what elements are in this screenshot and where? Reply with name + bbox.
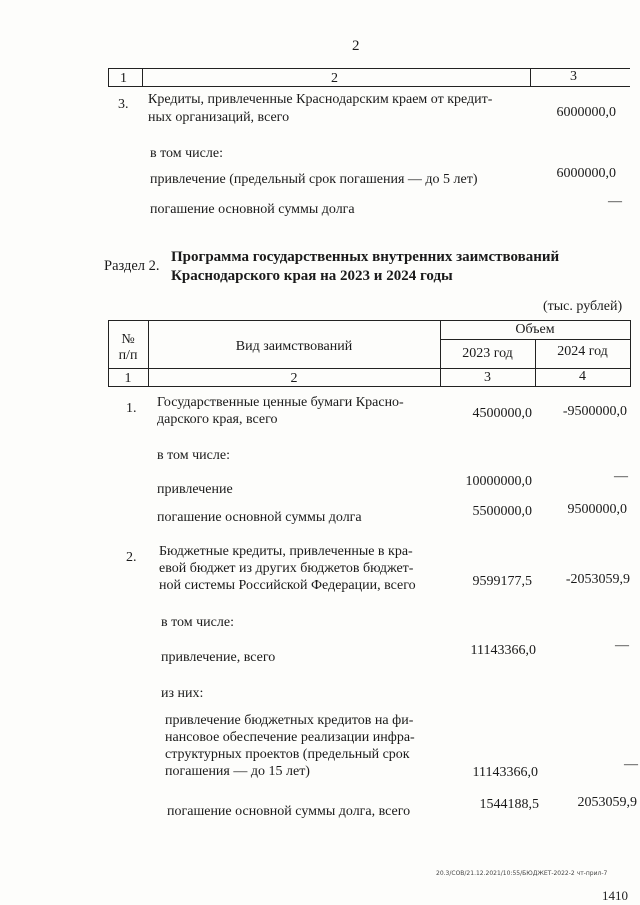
t2-r2-sub-2023: 11143366,0 xyxy=(472,765,538,780)
t2-r2-incl: в том числе: xyxy=(161,615,234,630)
t1-incl: в том числе: xyxy=(150,146,223,161)
t2-r2-repay-2023: 1544188,5 xyxy=(479,797,539,812)
t1-attract-label: привлечение (предельный срок погашения — до 5 лет) xyxy=(150,172,478,187)
t2-head-volume: Объем xyxy=(515,322,555,337)
t1-row-value: 6000000,0 xyxy=(556,105,616,120)
page-number: 2 xyxy=(352,38,360,54)
sheet-number: 1410 xyxy=(602,888,628,903)
t2-r1-attract-2023: 10000000,0 xyxy=(465,474,532,489)
t1-col-1: 1 xyxy=(120,71,127,86)
t2-r1-attract-2024: — xyxy=(614,469,628,484)
t2-r2-sub-label-4: погашения — до 15 лет) xyxy=(165,764,310,779)
t1-attract-value: 6000000,0 xyxy=(556,166,616,181)
t2-r1-attract-label: привлечение xyxy=(157,482,233,497)
t2-colnum-2: 2 xyxy=(290,371,298,386)
t2-colnum-4: 4 xyxy=(579,369,586,384)
t2-r2-sub-label-2: нансовое обеспечение реализации инфра- xyxy=(165,730,415,745)
t2-r2-label-2: евой бюджет из других бюджетов бюджет- xyxy=(159,561,414,576)
t1-repay-value: — xyxy=(608,194,622,209)
t2-r2-sub-label-3: структурных проектов (предельный срок xyxy=(165,747,410,762)
t2-r1-repay-2023: 5500000,0 xyxy=(472,504,532,519)
t2-colnum-1: 1 xyxy=(124,371,132,386)
section-title-line2: Краснодарского края на 2023 и 2024 годы xyxy=(171,268,453,284)
t2-r1-2024: -9500000,0 xyxy=(562,404,627,419)
t2-r2-repay-label: погашение основной суммы долга, всего xyxy=(167,804,411,819)
t2-r2-2023: 9599177,5 xyxy=(472,574,532,589)
t2-r2-sub-label-1: привлечение бюджетных кредитов на фи- xyxy=(165,713,414,728)
t1-row-label-2: ных организаций, всего xyxy=(148,110,290,125)
t2-r1-label-2: дарского края, всего xyxy=(157,412,278,427)
section-title-line1: Программа государственных внутренних заимствований xyxy=(171,249,560,265)
t2-r2-num: 2. xyxy=(126,550,137,565)
t2-r2-label-1: Бюджетные кредиты, привлеченные в кра- xyxy=(159,544,413,559)
t2-head-kind: Вид заимствований xyxy=(235,339,353,354)
t2-head-2024: 2024 год xyxy=(557,344,608,359)
t2-head-2023: 2023 год xyxy=(462,346,513,361)
t2-r1-repay-label: погашение основной суммы долга xyxy=(157,510,362,525)
t2-r2-repay-2024: 2053059,9 xyxy=(577,795,637,810)
t2-r2-of-them: из них: xyxy=(161,686,204,701)
t2-r1-repay-2024: 9500000,0 xyxy=(567,502,627,517)
t2-colnum-3: 3 xyxy=(484,370,491,385)
t2-r2-2024: -2053059,9 xyxy=(565,572,630,587)
t2-r1-2023: 4500000,0 xyxy=(472,406,532,421)
t1-row-label-1: Кредиты, привлеченные Краснодарским краем от кредит- xyxy=(148,92,493,107)
t2-r1-num: 1. xyxy=(126,401,137,416)
footer-code: 20.3/СОВ/21.12.2021/10:55/БЮДЖЕТ-2022-2 чт-прил-7 xyxy=(436,870,608,877)
t1-row-num: 3. xyxy=(118,97,129,112)
t2-r2-sub-2024: — xyxy=(624,757,638,772)
units-note: (тыс. рублей) xyxy=(543,299,623,314)
t2-r1-incl: в том числе: xyxy=(157,448,230,463)
t2-r2-label-3: ной системы Российской Федерации, всего xyxy=(159,578,416,593)
t1-col-3: 3 xyxy=(570,69,577,84)
t2-head-num-2: п/п xyxy=(118,348,138,363)
t2-r2-attract-2024: — xyxy=(615,638,629,653)
t1-repay-label: погашение основной суммы долга xyxy=(150,202,355,217)
t2-r1-label-1: Государственные ценные бумаги Красно- xyxy=(157,395,404,410)
t2-head-num-1: № xyxy=(121,332,135,347)
section-label: Раздел 2. xyxy=(104,258,160,274)
t2-r2-attract-label: привлечение, всего xyxy=(161,650,276,665)
t1-col-2: 2 xyxy=(331,71,338,86)
t2-r2-attract-2023: 11143366,0 xyxy=(470,643,536,658)
